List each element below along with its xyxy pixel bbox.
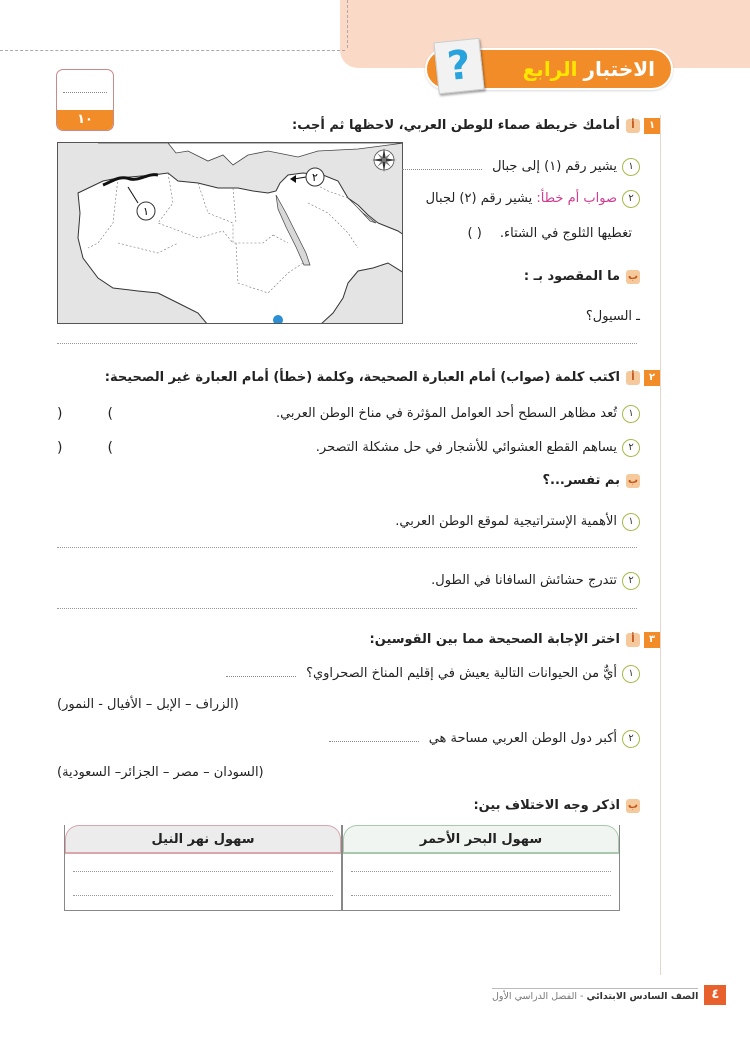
s3a-item-2-options: (السودان – مصر – الجزائر– السعودية) — [57, 765, 264, 780]
section-3b-heading — [473, 796, 640, 816]
sub-badge-a: أ — [626, 633, 640, 647]
paren-open[interactable]: ( — [107, 406, 113, 422]
score-box — [56, 69, 114, 131]
s2b-item-2 — [431, 571, 640, 591]
sub-badge-b: ب — [627, 799, 639, 811]
s2a-item-1 — [276, 404, 640, 424]
s2a-item-2 — [316, 438, 640, 458]
item-text: يساهم القطع العشوائي للأشجار في حل مشكلة التصحر. — [315, 440, 617, 455]
item-text: الأهمية الإستراتيجية لموقع الوطن العربي. — [395, 514, 617, 529]
map-label-2: ٢ — [312, 171, 318, 184]
score-answer-line[interactable] — [63, 92, 107, 93]
heading-text: اذكر وجه الاختلاف بين: — [473, 798, 620, 813]
answer-line[interactable] — [73, 871, 333, 872]
item-number: ٢ — [622, 190, 640, 208]
item-number: ١ — [622, 158, 640, 176]
question-mark-icon: ? — [445, 41, 473, 91]
true-false-label: صواب أم خطأ: — [536, 191, 617, 206]
comparison-table — [64, 825, 620, 911]
paren-close[interactable]: ) — [57, 406, 63, 422]
section-1-number: ١ — [644, 118, 660, 134]
table-column-nile — [64, 825, 342, 911]
s3a-item-1-options: (الزراف – الإبل – الأفيال - النمور) — [57, 697, 239, 712]
section-1a-heading — [292, 116, 640, 136]
section-2-number: ٢ — [644, 370, 660, 386]
sub-badge-a: أ — [626, 119, 640, 133]
answer-parens-2[interactable] — [57, 438, 113, 458]
footer-term: الفصل الدراسي الأول — [492, 991, 577, 1002]
s1a-item-2-continuation — [467, 224, 632, 244]
answer-line[interactable] — [351, 895, 611, 896]
table-header: سهول البحر الأحمر — [343, 825, 619, 854]
cut-line-vertical — [347, 0, 348, 48]
section-1b-heading — [524, 267, 640, 287]
item-text: يشير رقم (٢) لجبال — [425, 191, 533, 206]
answer-parens-1[interactable] — [57, 404, 113, 424]
map-label-1: ١ — [143, 205, 149, 218]
question-card — [433, 38, 484, 95]
section-2b-heading — [542, 471, 640, 491]
heading-text: أمامك خريطة صماء للوطن العربي، لاحظها ثم أجب: — [292, 118, 620, 133]
answer-dots[interactable] — [402, 169, 482, 170]
item-text: تغطيها الثلوج في الشتاء. — [499, 226, 632, 241]
item-number: ١ — [622, 513, 640, 531]
item-text: تُعد مظاهر السطح أحد العوامل المؤثرة في مناخ الوطن العربي. — [275, 406, 617, 421]
blank-map-arab-world — [57, 142, 403, 324]
sub-badge-b: ب — [627, 270, 639, 282]
map-drawing — [58, 143, 403, 324]
paren-open[interactable]: ( — [107, 440, 113, 456]
score-total: ١٠ — [57, 110, 113, 130]
s2b-item-1 — [395, 512, 640, 532]
footer-separator: - — [577, 991, 587, 1002]
item-text: يشير رقم (١) إلى جبال — [492, 159, 617, 174]
section-3a-heading — [370, 630, 640, 650]
page-footer — [492, 985, 726, 1005]
title-accent: الرابع — [522, 57, 578, 81]
item-number: ١ — [622, 665, 640, 683]
answer-line[interactable] — [73, 895, 333, 896]
answer-line[interactable] — [351, 871, 611, 872]
cut-line — [0, 50, 345, 51]
margin-line — [660, 115, 661, 975]
heading-text: بم تفسر...؟ — [542, 473, 620, 488]
paren-close[interactable]: ) — [57, 440, 63, 456]
answer-line[interactable] — [57, 547, 637, 548]
answer-line[interactable] — [57, 608, 637, 609]
item-number: ٢ — [622, 730, 640, 748]
heading-text: ما المقصود بـ : — [523, 269, 620, 284]
item-text: أيٌّ من الحيوانات التالية يعيش في إقليم المناخ الصحراوي؟ — [306, 666, 617, 681]
answer-dots[interactable] — [226, 676, 296, 677]
heading-text: اكتب كلمة (صواب) أمام العبارة الصحيحة، وكلمة (خطأ) أمام العبارة غير الصحيحة: — [104, 370, 620, 385]
s1b-item: ـ السيول؟ — [585, 309, 640, 324]
section-3-number: ٣ — [644, 632, 660, 648]
table-header: سهول نهر النيل — [65, 825, 341, 854]
sub-badge-b: ب — [627, 474, 639, 486]
footer-grade: الصف السادس الابتدائي — [586, 991, 699, 1002]
answer-line[interactable] — [57, 343, 637, 344]
item-number: ٢ — [622, 572, 640, 590]
item-number: ٢ — [622, 439, 640, 457]
item-number: ١ — [622, 405, 640, 423]
page-number: ٤ — [704, 985, 726, 1005]
footer-text — [492, 988, 698, 1002]
s3a-item-1 — [226, 664, 640, 684]
section-2a-heading — [105, 368, 640, 388]
table-column-red-sea — [342, 825, 620, 911]
s1a-item-2 — [426, 189, 640, 209]
s3a-item-2 — [329, 729, 640, 749]
item-text: تتدرج حشائش السافانا في الطول. — [431, 573, 617, 588]
title-main: الاختبار — [583, 57, 655, 81]
heading-text: اختر الإجابة الصحيحة مما بين القوسين: — [369, 632, 620, 647]
answer-paren[interactable]: ( ) — [467, 226, 482, 241]
sub-badge-a: أ — [626, 371, 640, 385]
s1a-item-1 — [402, 157, 640, 177]
item-text: أكبر دول الوطن العربي مساحة هي — [428, 731, 617, 746]
answer-dots[interactable] — [329, 741, 419, 742]
